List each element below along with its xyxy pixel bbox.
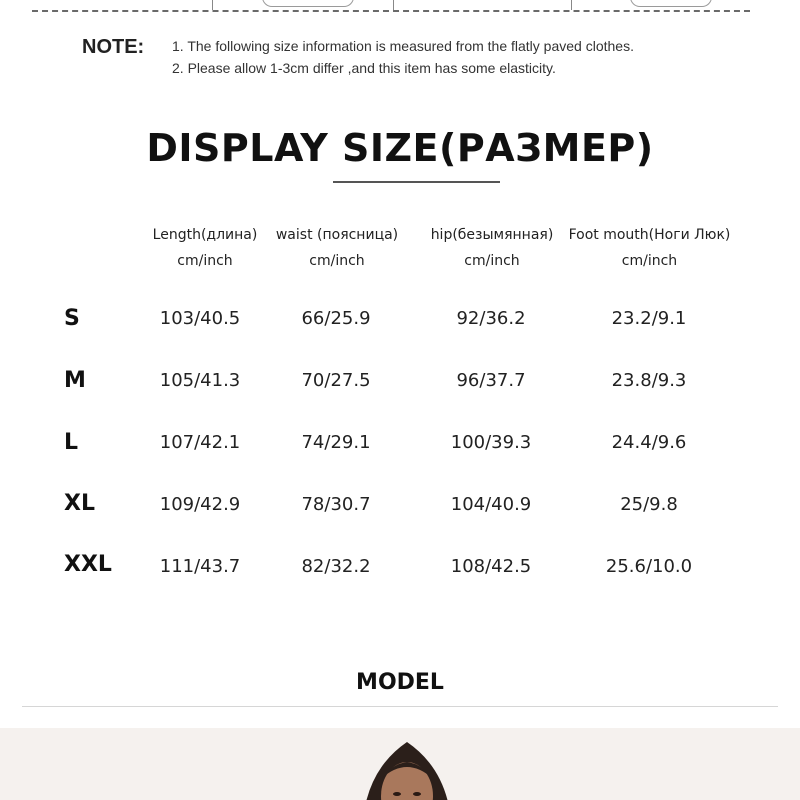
table-cell: 103/40.5 bbox=[159, 308, 241, 329]
table-cell: 109/42.9 bbox=[159, 494, 241, 515]
column-header-name: waist (поясница) bbox=[275, 227, 399, 243]
column-header-name: Length(длина) bbox=[152, 227, 258, 243]
measure-tick bbox=[212, 0, 213, 10]
garment-sketch bbox=[630, 0, 712, 7]
table-cell: 23.8/9.3 bbox=[611, 370, 687, 391]
column-header-name: hip(безымянная) bbox=[430, 227, 554, 243]
table-cell: 107/42.1 bbox=[159, 432, 241, 453]
column-header-hip bbox=[412, 222, 572, 274]
table-cell: 23.2/9.1 bbox=[611, 308, 687, 329]
dashed-measure-line bbox=[32, 10, 750, 12]
model-section-title: MODEL bbox=[356, 670, 444, 695]
size-label-m: M bbox=[64, 368, 86, 393]
table-cell: 24.4/9.6 bbox=[611, 432, 687, 453]
table-cell: 25.6/10.0 bbox=[605, 556, 693, 577]
column-header-waist bbox=[262, 222, 412, 274]
title-underline bbox=[333, 181, 500, 183]
table-cell: 104/40.9 bbox=[450, 494, 532, 515]
measurement-illustration-strip bbox=[0, 0, 800, 22]
table-cell: 105/41.3 bbox=[159, 370, 241, 391]
size-label-l: L bbox=[64, 430, 79, 455]
size-label-xl: XL bbox=[64, 491, 95, 516]
column-header-unit: cm/inch bbox=[621, 253, 678, 269]
column-header-unit: cm/inch bbox=[464, 253, 520, 269]
table-cell: 25/9.8 bbox=[620, 494, 678, 515]
model-eye bbox=[413, 792, 421, 796]
table-cell: 108/42.5 bbox=[450, 556, 532, 577]
display-size-title: DISPLAY SIZE(РАЗМЕР) bbox=[146, 126, 654, 170]
table-cell: 111/43.7 bbox=[159, 556, 241, 577]
size-label-xxl: XXL bbox=[64, 552, 112, 577]
table-cell: 82/32.2 bbox=[301, 556, 371, 577]
table-cell: 70/27.5 bbox=[301, 370, 371, 391]
section-divider bbox=[22, 706, 778, 707]
note-line-1: 1. The following size information is measured from the flatly paved clothes. bbox=[172, 38, 634, 54]
table-cell: 78/30.7 bbox=[301, 494, 371, 515]
table-cell: 92/36.2 bbox=[456, 308, 526, 329]
garment-sketch bbox=[262, 0, 354, 7]
column-header-foot-mouth bbox=[562, 222, 737, 274]
column-header-unit: cm/inch bbox=[177, 253, 233, 269]
model-eye bbox=[393, 792, 401, 796]
size-label-s: S bbox=[64, 306, 80, 331]
measure-tick bbox=[571, 0, 572, 10]
note-line-2: 2. Please allow 1-3cm differ ,and this item has some elasticity. bbox=[172, 60, 556, 76]
measure-tick bbox=[393, 0, 394, 10]
table-cell: 100/39.3 bbox=[450, 432, 532, 453]
column-header-length bbox=[130, 222, 280, 274]
model-photo bbox=[352, 734, 462, 800]
column-header-unit: cm/inch bbox=[309, 253, 365, 269]
table-cell: 96/37.7 bbox=[456, 370, 526, 391]
column-header-name: Foot mouth(Ноги Люк) bbox=[568, 227, 731, 243]
model-photo-area bbox=[0, 728, 800, 800]
table-cell: 66/25.9 bbox=[301, 308, 371, 329]
note-label: NOTE: bbox=[82, 36, 145, 58]
table-cell: 74/29.1 bbox=[301, 432, 371, 453]
